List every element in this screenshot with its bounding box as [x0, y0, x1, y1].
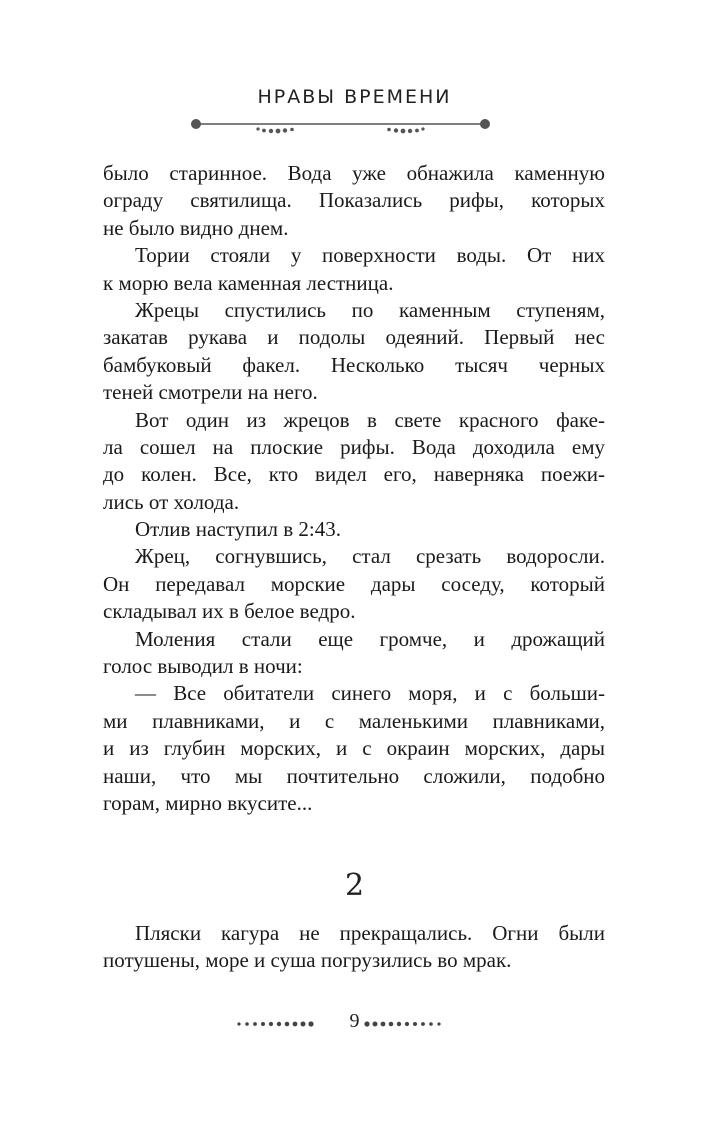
text-line: было старинное. Вода уже обнажила каменную — [103, 161, 605, 185]
text-line: потушены, море и суша погрузились во мрак. — [103, 948, 512, 973]
text-line: голос выводил в ночи: — [103, 654, 303, 679]
text-line: лись от холода. — [103, 489, 240, 514]
text-line: закатав рукава и подолы одеяний. Первый нес — [103, 325, 605, 350]
text-line: — Все обитатели синего моря, и с больши- — [135, 681, 605, 706]
text-line: ограду святилища. Показались рифы, которых — [103, 188, 605, 213]
text-line: Жрец, согнувшись, стал срезать водоросли. — [135, 544, 605, 569]
text-line: и из глубин морских, и с окраин морских, дары — [103, 736, 605, 761]
text-line: Отлив наступил в 2:43. — [135, 517, 341, 542]
text-line: Он передавал морские дары соседу, который — [103, 571, 605, 596]
text-line: Вот один из жрецов в свете красного факе- — [135, 407, 605, 432]
text-line: к морю вела каменная лестница. — [103, 270, 394, 295]
text-line: не было видно днем. — [103, 215, 289, 240]
page-footer — [0, 1010, 709, 1036]
chapter-text — [103, 920, 605, 975]
text-line: Пляски кагура не прекращались. Огни были — [135, 921, 605, 945]
text-line: наши, что мы почтительно сложили, подобно — [103, 763, 605, 788]
text-line: складывал их в белое ведро. — [103, 599, 356, 624]
text-line: ла сошел на плоские рифы. Вода доходила ему — [103, 434, 605, 459]
text-line: теней смотрели на него. — [103, 380, 318, 405]
text-line: до колен. Все, кто видел его, наверняка поежи- — [103, 462, 605, 487]
text-line: ми плавниками, и с маленькими плавниками, — [103, 708, 605, 733]
running-title: НРАВЫ ВРЕМЕНИ — [257, 86, 452, 108]
text-line: Тории стояли у поверхности воды. От них — [135, 243, 605, 268]
chapter-number: 2 — [344, 868, 365, 903]
text-line: Моления стали еще громче, и дрожащий — [135, 626, 605, 651]
header-ornament — [188, 114, 493, 138]
text-line: Жрецы спустились по каменным ступеням, — [135, 297, 605, 322]
body-text — [103, 160, 605, 817]
text-line: бамбуковый факел. Несколько тысяч черных — [103, 352, 605, 377]
footer-dots-right — [364, 1021, 444, 1027]
page-number: 9 — [349, 1010, 360, 1032]
text-line: горам, мирно вкусите... — [103, 790, 313, 815]
